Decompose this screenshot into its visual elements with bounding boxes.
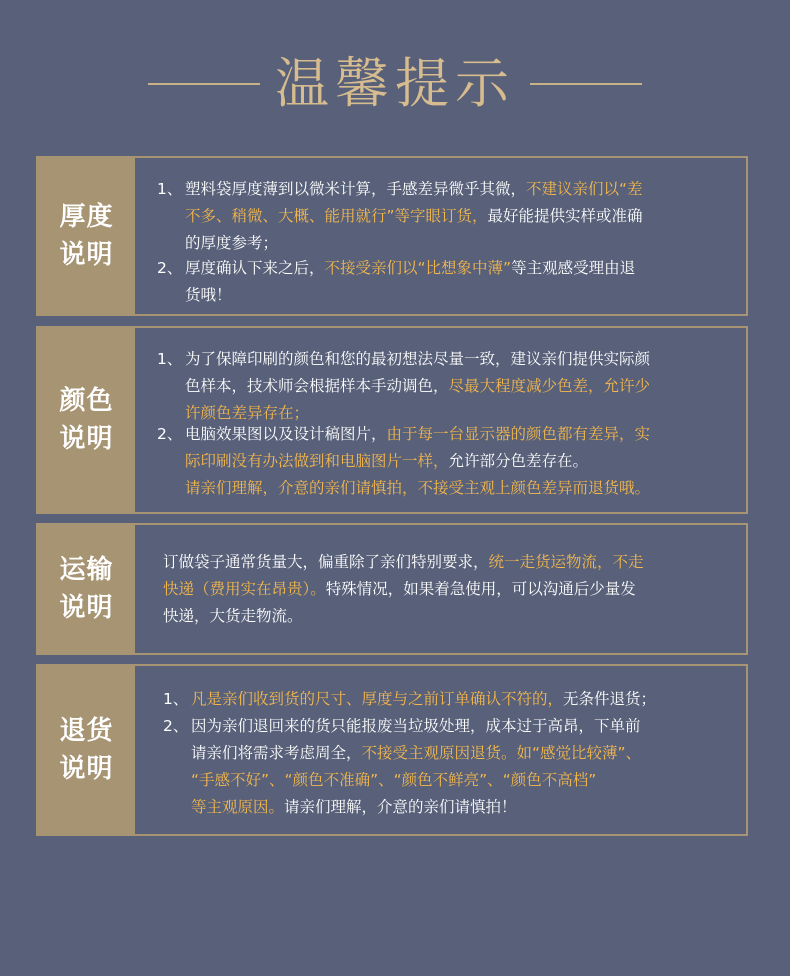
text-line [185, 346, 650, 373]
plain-text: 厚度确认下来之后， [185, 259, 325, 277]
highlight-text: 快递（费用实在昂贵）。 [163, 580, 326, 598]
title-divider-left [148, 83, 260, 85]
section-label-line2: 说明 [59, 593, 114, 623]
section-label-line1: 退货 [59, 716, 114, 746]
highlight-text: 不建议亲们以“差 [526, 180, 643, 198]
highlight-text: 凡是亲们收到货的尺寸、厚度与之前订单确认不符的， [191, 690, 564, 708]
section-thickness [36, 156, 748, 316]
text-line [191, 740, 641, 767]
text-line [185, 176, 643, 203]
header [0, 50, 790, 130]
text-line [191, 767, 641, 794]
section-returns [36, 664, 748, 836]
text-line [185, 373, 650, 400]
plain-text: 为了保障印刷的颜色和您的最初想法尽量一致，建议亲们提供实际颜 [185, 350, 651, 368]
plain-text: 允许部分色差存在。 [448, 452, 589, 470]
section-label [38, 158, 135, 314]
highlight-text: 统一走货运物流，不走 [488, 553, 644, 571]
plain-text: 塑料袋厚度薄到以微米计算，手感差异微乎其微， [185, 180, 527, 198]
item-text [163, 549, 644, 630]
item-number: 1、 [157, 180, 183, 198]
text-line [185, 230, 643, 257]
text-line [185, 421, 650, 448]
item-text [191, 713, 641, 821]
highlight-text: 尽最大程度减少色差，允许少 [448, 377, 651, 395]
plain-text: 请亲们理解，介意的亲们请慎拍！ [284, 798, 517, 816]
section-label-line2: 说明 [59, 754, 114, 784]
plain-text: 电脑效果图以及设计稿图片， [185, 425, 387, 443]
plain-text: 订做袋子通常货量大，偏重除了亲们特别要求， [163, 553, 489, 571]
text-line [191, 713, 641, 740]
text-line [185, 282, 635, 309]
plain-text: 色样本，技术师会根据样本手动调色， [185, 377, 449, 395]
highlight-text: 请亲们理解，介意的亲们请慎拍，不接受主观上颜色差异而退货哦。 [185, 479, 651, 497]
text-line [185, 203, 643, 230]
highlight-text: 际印刷没有办法做到和电脑图片一样， [185, 452, 449, 470]
section-label [38, 666, 135, 834]
plain-text: 等主观感受理由退 [511, 259, 636, 277]
page-title: 温馨提示 [275, 52, 515, 115]
highlight-text: 由于每一台显示器的颜色都有差异，实 [386, 425, 651, 443]
item-text [185, 255, 635, 309]
item-number: 2、 [157, 259, 183, 277]
highlight-text: 不多、稍微、大概、能用就行”等字眼订货， [185, 207, 488, 225]
section-shipping [36, 523, 748, 655]
item-text [185, 346, 650, 427]
highlight-text: 许颜色差异存在； [185, 404, 310, 422]
highlight-text: “手感不好”、“颜色不准确”、“颜色不鲜亮”、“颜色不高档” [191, 771, 597, 789]
section-body [135, 158, 746, 314]
text-line [185, 255, 635, 282]
plain-text: 特殊情况，如果着急使用，可以沟通后少量发 [325, 580, 636, 598]
item-number: 2、 [157, 425, 183, 443]
title-divider-right [530, 83, 642, 85]
section-color [36, 326, 748, 514]
plain-text: 最好能提供实样或准确 [487, 207, 643, 225]
section-label-line1: 运输 [59, 555, 114, 585]
item-number: 1、 [163, 690, 189, 708]
text-line [163, 576, 644, 603]
text-line [191, 686, 656, 713]
highlight-text: 不接受主观原因退货。如“感觉比较薄”、 [361, 744, 642, 762]
highlight-text: 不接受亲们以“比想象中薄” [324, 259, 512, 277]
section-body [135, 328, 746, 512]
text-line [191, 794, 641, 821]
section-label-line2: 说明 [59, 424, 114, 454]
section-label-line1: 颜色 [59, 386, 114, 416]
plain-text: 的厚度参考； [185, 234, 279, 252]
text-line [185, 475, 650, 502]
section-label [38, 525, 135, 653]
section-body [135, 666, 746, 834]
highlight-text: 等主观原因。 [191, 798, 285, 816]
text-line [163, 549, 644, 576]
item-text [185, 176, 643, 257]
plain-text: 无条件退货； [563, 690, 657, 708]
item-text [185, 421, 650, 502]
plain-text: 快递，大货走物流。 [163, 607, 303, 625]
section-label-line1: 厚度 [59, 202, 114, 232]
text-line [185, 448, 650, 475]
section-label-line2: 说明 [59, 240, 114, 270]
item-number: 1、 [157, 350, 183, 368]
plain-text: 请亲们将需求考虑周全， [191, 744, 362, 762]
plain-text: 因为亲们退回来的货只能报废当垃圾处理，成本过于高昂，下单前 [191, 717, 641, 735]
item-number: 2、 [163, 717, 189, 735]
item-text [191, 686, 656, 713]
plain-text: 货哦！ [185, 286, 232, 304]
text-line [163, 603, 644, 630]
section-label [38, 328, 135, 512]
section-body [135, 525, 746, 653]
